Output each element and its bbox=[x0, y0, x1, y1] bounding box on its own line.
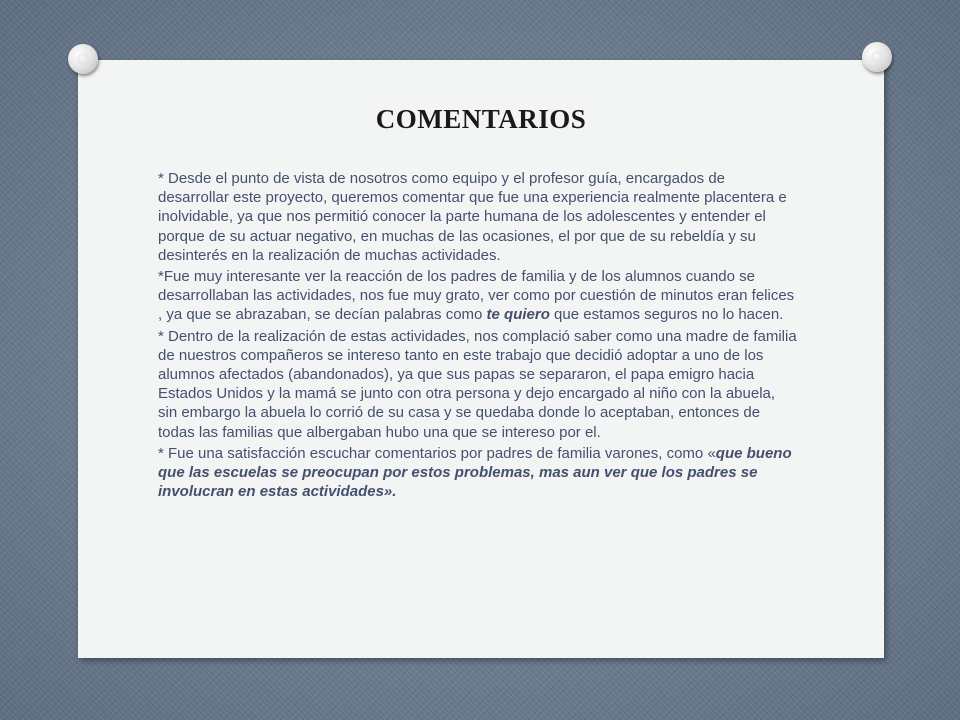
slide-body bbox=[158, 169, 798, 503]
paragraph-1 bbox=[158, 169, 798, 265]
paragraph-text: *Fue muy interesante ver la reacción de los padres de familia y de los alumnos cuando se desarrollaban las actividades, nos fue muy grato, ver como por cuestión de minutos eran felices , ya que se abrazaban, se decían palabras como bbox=[158, 268, 795, 324]
paragraph-text: * Desde el punto de vista de nosotros como equipo y el profesor guía, encargados de desarrollar este proyecto, queremos comentar que fue una experiencia realmente placentera e inolvidable, ya que nos permitió conocer la parte humana de los adolescentes y entender el porque de su actuar negativo, en muchas de las ocasiones, el por que de su rebeldía y su desinterés en la realización de muchas actividades. bbox=[158, 170, 787, 264]
paragraph-2 bbox=[158, 267, 798, 325]
paragraph-3 bbox=[158, 327, 798, 442]
paragraph-4 bbox=[158, 444, 798, 502]
paragraph-text: * Fue una satisfacción escuchar comentarios por padres de familia varones, como « bbox=[158, 444, 716, 462]
emphasized-text: te quiero bbox=[486, 306, 550, 324]
paragraph-text: * Dentro de la realización de estas actividades, nos complació saber como una madre de familia de nuestros compañeros se intereso tanto en este trabajo que decidió adoptar a uno de los alumnos afectados (abandonados), ya que sus papas se separaron, el papa emigro hacia Estados Unidos y la mamá se junto con otra persona y dejo encargado al niño con la abuela, sin embargo la abuela lo corrió de su casa y se quedaba donde lo aceptaban, entonces de todas las familias que albergaban hubo una que se intereso por el. bbox=[158, 327, 797, 441]
paragraph-text: que estamos seguros no lo hacen. bbox=[549, 306, 784, 324]
emphasized-text: que bueno que las escuelas se preocupan por estos problemas, mas aun ver que los padres se involucran en estas actividades». bbox=[158, 444, 792, 501]
pushpin-icon bbox=[68, 44, 98, 74]
pushpin-icon bbox=[862, 42, 892, 72]
slide-title: COMENTARIOS bbox=[375, 104, 587, 134]
